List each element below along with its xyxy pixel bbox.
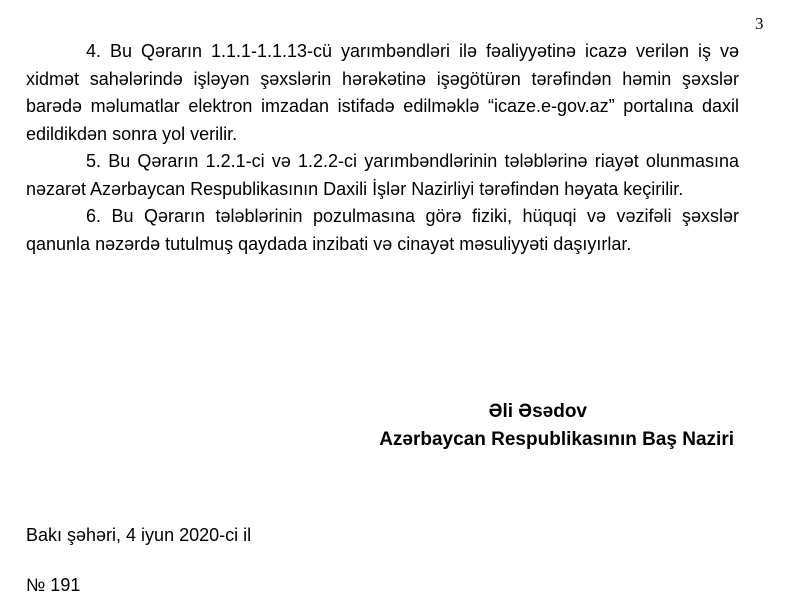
paragraph-4: 4. Bu Qərarın 1.1.1-1.1.13-cü yarımbəndləri ilə fəaliyyətinə icazə verilən iş və xidmət sahələrində işləyən şəxslərin hərəkətinə işəgötürən tərəfindən həmin şəxslər barədə məlumatlar elektron imzadan istifadə edilməklə “icaze.e-gov.az” portalına daxil edildikdən sonra yol verilir. — [26, 41, 739, 144]
document-number: № 191 — [26, 575, 81, 595]
paragraph-5: 5. Bu Qərarın 1.2.1-ci və 1.2.2-ci yarımbəndlərinin tələblərinə riayət olunmasına nəzarət Azərbaycan Respublikasının Daxili İşlər Nazirliyi tərəfindən həyata keçirilir. — [26, 151, 739, 199]
signatory-name: Əli Əsədov — [488, 401, 587, 422]
signature-block — [150, 398, 734, 454]
paragraph-6: 6. Bu Qərarın tələblərinin pozulmasına görə fiziki, hüquqi və vəzifəli şəxslər qanunla nəzərdə tutulmuş qaydada inzibati və cinayət məsuliyyəti daşıyırlar. — [26, 206, 739, 254]
page-number: 3 — [755, 14, 764, 33]
signatory-title: Azərbaycan Respublikasının Baş Naziri — [379, 429, 734, 450]
document-body — [26, 38, 739, 258]
place-and-date: Bakı şəhəri, 4 iyun 2020-ci il — [26, 525, 252, 545]
